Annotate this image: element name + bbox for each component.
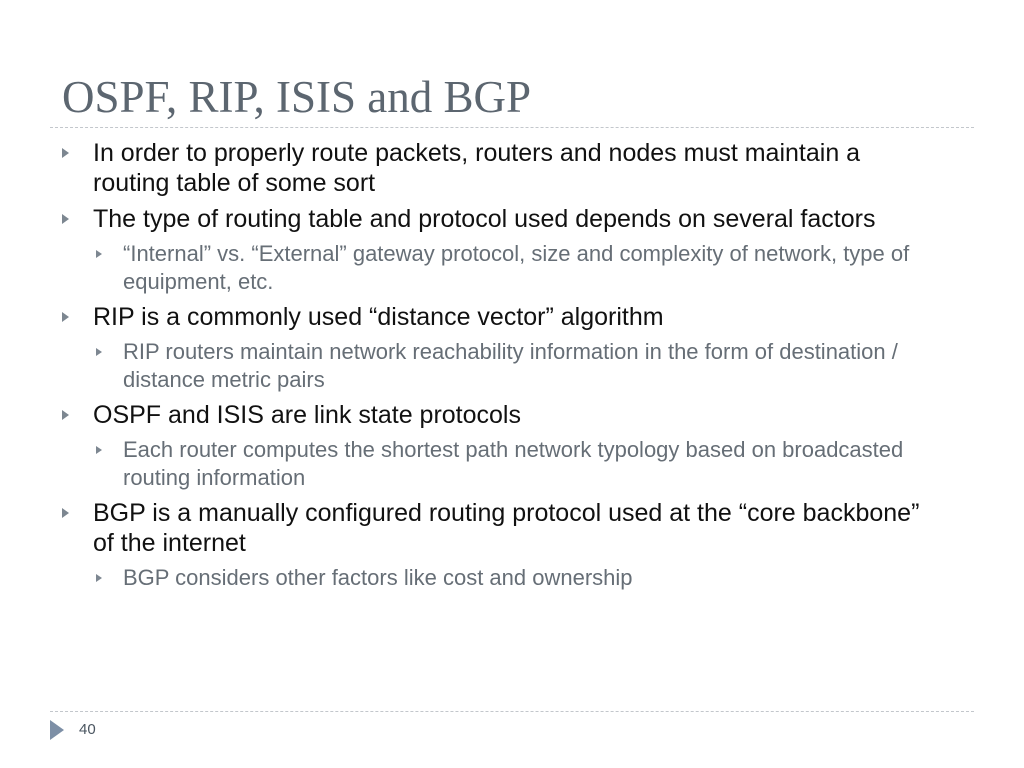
slide-title: OSPF, RIP, ISIS and BGP xyxy=(62,72,532,122)
bullet-item xyxy=(0,498,1024,558)
bullet-item xyxy=(0,204,1024,234)
sub-bullet-item xyxy=(0,564,1024,592)
bullet-item xyxy=(0,302,1024,332)
footer-arrow-icon xyxy=(50,720,64,740)
bullet-item xyxy=(0,400,1024,430)
sub-bullet-text: RIP routers maintain network reachability information in the form of destination / distance metric pairs xyxy=(123,339,898,392)
sub-bullet-item xyxy=(0,338,1024,394)
sub-bullet-item xyxy=(0,436,1024,492)
sub-bullet-arrow-icon xyxy=(96,348,102,356)
bullet-list xyxy=(0,138,1024,598)
sub-bullet-arrow-icon xyxy=(96,446,102,454)
sub-bullet-text: “Internal” vs. “External” gateway protocol, size and complexity of network, type of equipment, etc. xyxy=(123,241,910,294)
bullet-text: RIP is a commonly used “distance vector” algorithm xyxy=(93,303,664,331)
page-number: 40 xyxy=(79,721,96,738)
title-divider xyxy=(50,127,974,128)
bullet-text: The type of routing table and protocol used depends on several factors xyxy=(93,205,876,233)
bullet-item xyxy=(0,138,1024,198)
bullet-arrow-icon xyxy=(62,148,69,158)
bullet-text: OSPF and ISIS are link state protocols xyxy=(93,401,521,429)
sub-bullet-text: BGP considers other factors like cost and ownership xyxy=(123,565,633,590)
sub-bullet-arrow-icon xyxy=(96,574,102,582)
bullet-arrow-icon xyxy=(62,508,69,518)
bullet-arrow-icon xyxy=(62,312,69,322)
sub-bullet-text: Each router computes the shortest path network typology based on broadcasted routing information xyxy=(123,437,904,490)
bullet-arrow-icon xyxy=(62,410,69,420)
sub-bullet-item xyxy=(0,240,1024,296)
sub-bullet-arrow-icon xyxy=(96,250,102,258)
bullet-text: In order to properly route packets, routers and nodes must maintain a routing table of some sort xyxy=(93,139,861,197)
footer-divider xyxy=(50,711,974,712)
bullet-text: BGP is a manually configured routing protocol used at the “core backbone” of the internet xyxy=(93,499,920,557)
bullet-arrow-icon xyxy=(62,214,69,224)
